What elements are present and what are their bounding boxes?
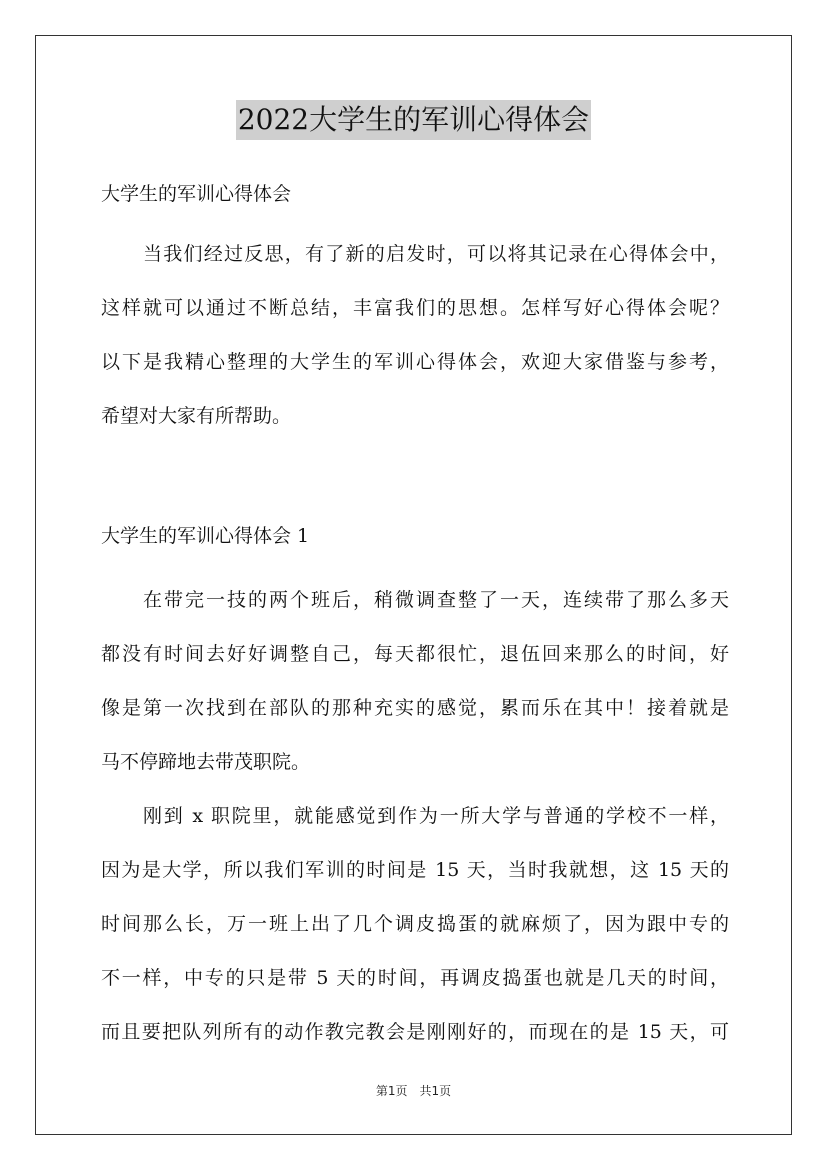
section-heading-1: 大学生的军训心得体会 1 [101,525,310,547]
title-wrap [0,100,827,140]
page-number: 第1页 共1页 [375,1084,452,1098]
intro-paragraph [101,227,729,443]
section1-paragraph-1 [101,573,729,789]
intro-heading: 大学生的军训心得体会 [101,183,292,205]
paragraph-line: 时间那么长，万一班上出了几个调皮捣蛋的就麻烦了，因为跟中专的 [101,913,729,935]
paragraph-line: 刚到 x 职院里，就能感觉到作为一所大学与普通的学校不一样， [143,805,729,827]
paragraph-line: 都没有时间去好好调整自己，每天都很忙，退伍回来那么的时间，好 [101,643,729,665]
paragraph-line: 以下是我精心整理的大学生的军训心得体会，欢迎大家借鉴与参考， [101,351,729,373]
paragraph-line: 因为是大学，所以我们军训的时间是 15 天，当时我就想，这 15 天的 [101,859,729,881]
paragraph-line: 希望对大家有所帮助。 [101,405,292,427]
paragraph-line: 而且要把队列所有的动作教完教会是刚刚好的，而现在的是 15 天，可 [101,1021,729,1043]
document-body [101,175,729,1059]
paragraph-line: 这样就可以通过不断总结，丰富我们的思想。怎样写好心得体会呢？ [101,297,729,319]
section1-paragraph-2 [101,789,729,1059]
paragraph-line: 在带完一技的两个班后，稍微调查整了一天，连续带了那么多天 [143,589,729,611]
document-title: 2022大学生的军训心得体会 [236,100,591,140]
paragraph-line: 当我们经过反思，有了新的启发时，可以将其记录在心得体会中， [143,243,729,265]
paragraph-line: 像是第一次找到在部队的那种充实的感觉，累而乐在其中！接着就是 [101,697,729,719]
page-footer [0,1082,827,1099]
paragraph-line: 不一样，中专的只是带 5 天的时间，再调皮捣蛋也就是几天的时间， [101,967,729,989]
paragraph-line: 马不停蹄地去带茂职院。 [101,751,311,773]
